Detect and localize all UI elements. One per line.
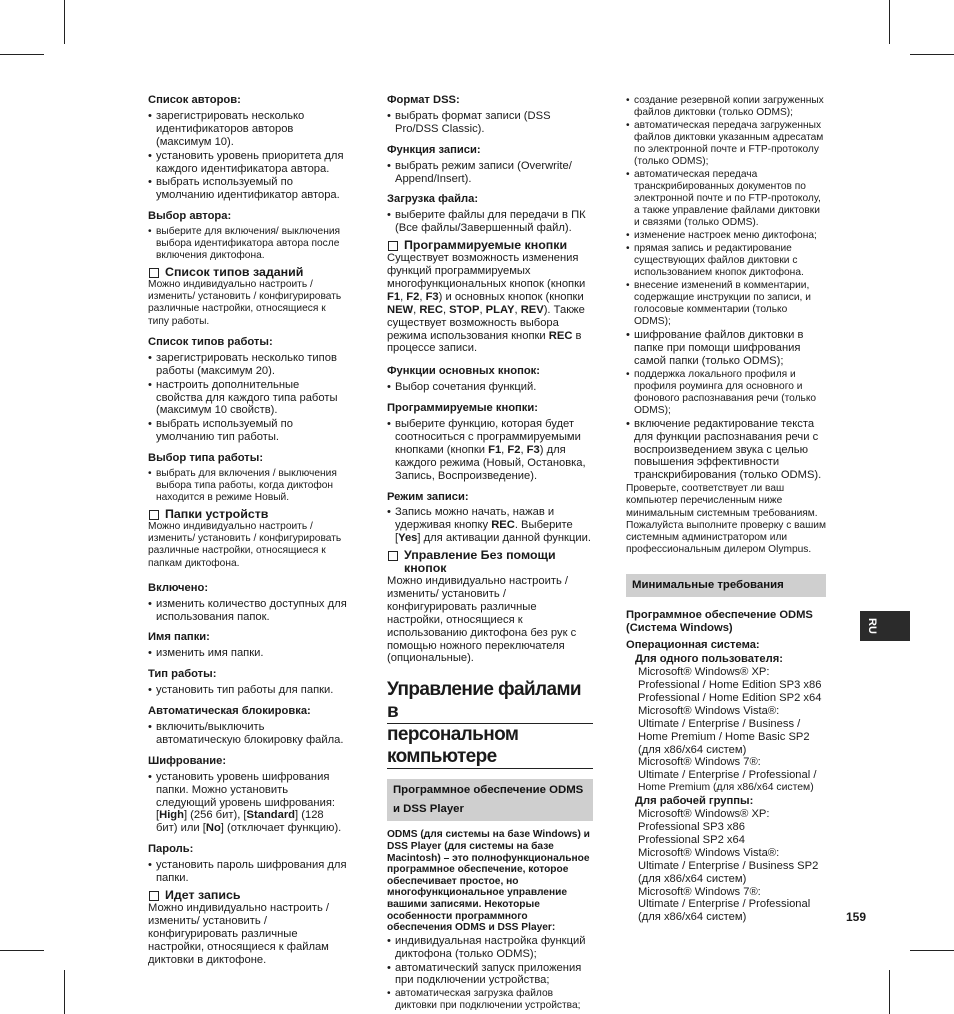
column-middle <box>387 94 593 1013</box>
list-item: • шифрование файлов диктовки в папке при помощи шифрования самой папки (только ODMS); <box>626 329 826 368</box>
text: в процессе записи. <box>387 329 582 355</box>
heading-dss: Формат DSS: <box>387 94 460 106</box>
column-right <box>626 94 826 924</box>
heading-record-mode: Режим записи: <box>387 490 469 503</box>
list-item: • установить пароль шифрования для папки. <box>148 859 348 885</box>
section-title: Идет запись <box>165 887 241 902</box>
option-high: High <box>159 809 184 822</box>
list-item: • выберите для включения/ выключения выбора идентификатора автора после включения диктофона. <box>148 226 348 262</box>
key-new: NEW <box>387 303 414 316</box>
paragraph: ODMS (для системы на базе Windows) и DSS Player (для системы на базе Macintosh) – это полнофункциональное программное обеспечение, которое обеспечивает простое, но многофункциональное управление вашими записями. Некоторые особенности программного обеспечения ODMS и DSS Player: <box>387 829 590 934</box>
list-item: • создание резервной копии загруженных файлов диктовки (только ODMS); <box>626 95 826 119</box>
requirement-line: Home Premium / Home Basic SP2 <box>638 730 810 743</box>
crop-mark <box>0 950 44 951</box>
column-left <box>148 94 348 966</box>
crop-mark <box>889 970 890 1014</box>
requirement-line: Ultimate / Enterprise / Professional / <box>638 769 817 782</box>
language-label: RU <box>865 618 878 634</box>
heading-main-buttons: Функции основных кнопок: <box>387 365 540 378</box>
text: ] (128 бит) или [ <box>156 809 324 835</box>
requirement-line: Home Premium (для x86/x64 систем) <box>638 782 814 794</box>
section-banner: Программное обеспечение ODMS и DSS Player <box>387 779 593 821</box>
heading-programmable-buttons: Программируемые кнопки: <box>387 402 538 415</box>
heading-password: Пароль: <box>148 843 194 856</box>
title-line: Управление файлами в <box>387 679 593 724</box>
paragraph: Можно индивидуально настроить / изменить/ установить / конфигурировать различные настройки, относящиеся к файлам диктовки в диктофоне. <box>148 901 329 966</box>
requirement-line: Microsoft® Windows® XP: <box>638 666 770 679</box>
key-f3: F3 <box>425 290 439 303</box>
checkbox-icon <box>149 510 159 520</box>
checkbox-icon <box>388 551 398 561</box>
list-item: • изменить имя папки. <box>148 647 348 660</box>
option-yes: Yes <box>398 532 418 545</box>
heading-upload: Загрузка файла: <box>387 193 479 206</box>
list-item: • Выбор сочетания функций. <box>387 381 593 394</box>
list-item: • прямая запись и редактирование существующих файлов диктовки с использованием кнопок диктофона. <box>626 243 826 279</box>
section-recording <box>148 889 348 902</box>
requirement-line: (для x86/x64 систем) <box>638 743 747 756</box>
paragraph: Можно индивидуально настроить / изменить/ установить / конфигурировать различные настройки, относящиеся к папкам диктофона. <box>148 520 342 569</box>
heading-author-select: Выбор автора: <box>148 210 232 223</box>
section-title: Управление Без помощи кнопок <box>404 548 556 576</box>
text: ). Также существует возможность выбора режима использования кнопки <box>387 303 585 342</box>
requirement-line: Professional / Home Edition SP3 x86 <box>638 679 822 691</box>
features-list <box>626 95 826 482</box>
key-f3: F3 <box>526 443 540 456</box>
list-item: • выбрать режим записи (Overwrite/ Append/Insert). <box>387 160 593 186</box>
list-item: • выбрать формат записи (DSS Pro/DSS Classic). <box>387 110 593 136</box>
crop-mark <box>64 970 65 1014</box>
authors-list <box>148 110 348 202</box>
heading-worktype-list: Список типов работы: <box>148 335 273 348</box>
section-handsfree <box>387 549 593 575</box>
heading-odms-windows: Программное обеспечение ODMS (Система Windows) <box>626 609 813 635</box>
key-f1: F1 <box>488 443 502 456</box>
option-standard: Standard <box>246 809 296 822</box>
requirement-line: (для x86/x64 систем) <box>638 911 747 924</box>
section-title: Список типов заданий <box>165 265 304 280</box>
heading-worktype-select: Выбор типа работы: <box>148 452 264 465</box>
key-rev: REV <box>520 303 544 316</box>
list-item: • поддержка локального профиля и профиля роуминга для основного и фонового распознавания речи (только ODMS); <box>626 369 826 417</box>
heading-enabled: Включено: <box>148 581 209 594</box>
workgroup-list <box>626 808 826 924</box>
list-item <box>148 771 348 836</box>
heading-work-type: Тип работы: <box>148 668 217 681</box>
key-f2: F2 <box>507 443 521 456</box>
list-item: • изменение настроек меню диктофона; <box>626 230 826 242</box>
heading-os: Операционная система: <box>626 639 760 652</box>
checkbox-icon <box>149 268 159 278</box>
paragraph: Существует возможность изменения функций программируемых многофункциональных кнопок (кнопки F1, F2, F3) и основных кнопок (кнопки NEW, REC, STOP, PLAY, REV). Также существует возможность выбора режима использования кнопки REC в процессе записи. <box>387 252 586 355</box>
list-item: • внесение изменений в комментарии, содержащие инструкции по записи, и голосовые комментарии (только ODMS); <box>626 280 826 328</box>
text: Существует возможность изменения функций программируемых многофункциональных кнопок (кнопки <box>387 252 586 290</box>
list-item: • автоматическая передача загруженных файлов диктовки указанным адресатам по электронной почте и FTP-протоколу (только ODMS); <box>626 120 826 168</box>
text: , <box>400 290 407 303</box>
list-item: • выбрать для включения / выключения выбора типа работы, когда диктофон находится в режиме Новый. <box>148 468 348 504</box>
list-item: • выбрать используемый по умолчанию идентификатор автора. <box>148 176 348 202</box>
key-f1: F1 <box>387 290 401 303</box>
list-item: • включение редактирование текста для функции распознавания речи с воспроизведением звука с целью повышения эффективности транскрибирования (только ODMS). <box>626 418 826 483</box>
key-stop: STOP <box>449 303 480 316</box>
section-worktypes <box>148 266 348 279</box>
section-folders <box>148 508 348 521</box>
requirement-line: (для x86/x64 систем) <box>638 872 747 885</box>
heading-single-user: Для одного пользователя: <box>635 653 783 666</box>
text: Запись можно начать, нажав и удерживая кнопку <box>395 506 555 532</box>
crop-mark <box>889 0 890 44</box>
list-item: • настроить дополнительные свойства для каждого типа работы (максимум 10 свойств). <box>148 379 348 418</box>
requirement-line: Ultimate / Enterprise / Professional <box>638 898 811 911</box>
heading-folder-name: Имя папки: <box>148 631 210 644</box>
checkbox-icon <box>388 241 398 251</box>
section-title: Программируемые кнопки <box>404 238 568 253</box>
heading-encryption: Шифрование: <box>148 754 227 767</box>
requirement-line: Ultimate / Enterprise / Business SP2 <box>638 859 819 872</box>
page-title <box>387 679 593 769</box>
heading-record-function: Функция записи: <box>387 143 481 156</box>
list-item: • установить тип работы для папки. <box>148 684 348 697</box>
section-programmable-buttons <box>387 239 593 252</box>
list-item: • выбрать используемый по умолчанию тип работы. <box>148 418 348 444</box>
requirement-line: Microsoft® Windows 7®: <box>638 885 761 898</box>
text: ] (256 бит), [ <box>183 809 247 822</box>
requirement-line: Professional SP3 x86 <box>638 820 745 833</box>
paragraph: Можно индивидуально настроить / изменить/ установить / конфигурировать различные настройки, относящиеся к использованию диктофона без рук с помощью ножного переключателя (опциональные). <box>387 575 577 665</box>
requirement-line: Microsoft® Windows Vista®: <box>638 846 780 859</box>
list-item: • автоматическая загрузка файлов диктовки при подключении устройства; <box>387 988 593 1012</box>
key-rec: REC <box>491 519 515 532</box>
key-play: PLAY <box>485 303 515 316</box>
heading-authors-list: Список авторов: <box>148 94 241 106</box>
list-item: • зарегистрировать несколько идентификаторов авторов (максимум 10). <box>148 110 348 149</box>
section-title: Папки устройств <box>165 507 269 522</box>
requirement-line: Microsoft® Windows 7®: <box>638 756 761 769</box>
list-item: • автоматическая передача транскрибированных документов по электронной почте и по FTP-протоколу, а также управление файлами диктовки и связями (только ODMS). <box>626 169 826 229</box>
requirement-line: Microsoft® Windows® XP: <box>638 808 770 821</box>
list-item: • выберите файлы для передачи в ПК (Все файлы/Завершенный файл). <box>387 209 593 235</box>
crop-mark <box>910 54 954 55</box>
requirement-line: Professional SP2 x64 <box>638 833 745 846</box>
paragraph: Проверьте, соответствует ли ваш компьютер перечисленным ниже минимальным системным требованиям. Пожалуйста выполните проверку с вашим системным администратором или профессиональным дилером Olympus. <box>626 483 826 556</box>
requirement-line: Ultimate / Enterprise / Business / <box>638 717 801 730</box>
text: ) для каждого режима (Новый, Остановка, Запись, Воспроизведение). <box>395 443 586 482</box>
text: ] для активации данной функции. <box>417 532 591 545</box>
list-item: • изменить количество доступных для использования папок. <box>148 598 348 624</box>
text: . Выберите [ <box>395 519 573 545</box>
list-item: • установить уровень приоритета для каждого идентификатора автора. <box>148 150 348 176</box>
requirement-line: Microsoft® Windows Vista®: <box>638 704 780 717</box>
list-item: • включить/выключить автоматическую блокировку файла. <box>148 721 348 747</box>
key-rec: REC <box>419 303 443 316</box>
text: , <box>419 290 426 303</box>
list-item: • выберите функцию, которая будет соотноситься с программируемыми кнопками (кнопки F1, F2, F3) для каждого режима (Новый, Остановка, Запись, Воспроизведение). <box>387 418 593 483</box>
language-tab <box>860 611 910 641</box>
heading-workgroup: Для рабочей группы: <box>635 795 754 808</box>
checkbox-icon <box>149 891 159 901</box>
text: установить уровень шифрования папки. Можно установить следующий уровень шифрования: [ <box>156 770 335 822</box>
title-line: персональном компьютере <box>387 724 593 769</box>
section-banner: Минимальные требования <box>626 574 826 597</box>
list-item: • индивидуальная настройка функций диктофона (только ODMS); <box>387 935 593 961</box>
list-item: • автоматический запуск приложения при подключении устройства; <box>387 962 593 988</box>
key-rec: REC <box>548 329 573 342</box>
option-no: No <box>205 822 221 835</box>
crop-mark <box>64 0 65 44</box>
paragraph: Можно индивидуально настроить / изменить/ установить / конфигурировать различные настройки, относящиеся к типу работы. <box>148 279 342 327</box>
page-number: 159 <box>846 910 867 924</box>
crop-mark <box>910 950 954 951</box>
heading-autolock: Автоматическая блокировка: <box>148 705 311 718</box>
requirement-line: Professional / Home Edition SP2 x64 <box>638 691 822 704</box>
text: выберите функцию, которая будет соотноситься с программируемыми кнопками (кнопки <box>395 418 581 456</box>
single-user-list <box>626 666 826 795</box>
list-item <box>387 506 593 545</box>
key-f2: F2 <box>406 290 420 303</box>
list-item: • зарегистрировать несколько типов работы (максимум 20). <box>148 352 348 378</box>
crop-mark <box>0 54 44 55</box>
text: ) и основных кнопок (кнопки <box>438 290 584 303</box>
text: ] (отключает функцию). <box>220 822 342 835</box>
